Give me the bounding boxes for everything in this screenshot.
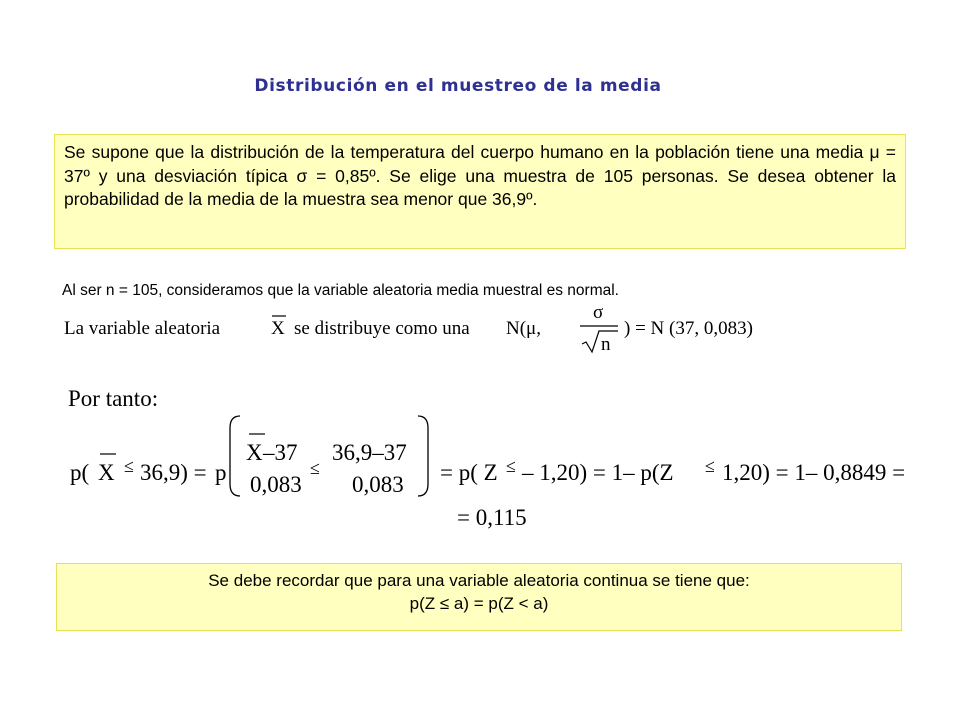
distribution-middle: se distribuye como una	[294, 318, 470, 339]
reminder-line-2	[57, 592, 901, 615]
probability-calculation	[60, 410, 960, 560]
reminder-line-1: Se debe recordar que para una variable aleatoria continua se tiene que:	[208, 571, 750, 590]
distribution-var: X	[271, 318, 285, 339]
distribution-prefix: La variable aleatoria	[64, 318, 221, 339]
sqrt-n: n	[601, 334, 611, 355]
normal-open: N(μ,	[506, 318, 541, 339]
den2: 0,083	[352, 472, 404, 497]
normality-note: Al ser n = 105, consideramos que la variable aleatoria media muestral es normal.	[62, 282, 619, 299]
distribution-result: ) = N (37, 0,083)	[624, 318, 753, 339]
right-bracket	[418, 416, 428, 496]
sigma-symbol: σ	[593, 302, 604, 323]
middle-leq: ≤	[310, 458, 320, 478]
lhs-var: X	[98, 460, 115, 485]
reminder-line-2-b: a) = p(Z < a)	[449, 594, 549, 613]
p-symbol: p	[215, 460, 227, 485]
den1: 0,083	[250, 472, 302, 497]
final-result: = 0,115	[457, 505, 527, 530]
reminder-box	[56, 563, 902, 631]
step2-leq: ≤	[705, 456, 715, 476]
step2-b: 1,20) = 1– 0,8849 =	[722, 460, 906, 485]
num2: 36,9–37	[332, 440, 407, 465]
num1-rest: –37	[263, 440, 298, 465]
reminder-line-2-a: p(Z	[409, 594, 440, 613]
page-title: Distribución en el muestreo de la media	[254, 76, 662, 96]
lhs-p: p(	[70, 460, 90, 485]
por-tanto-label: Por tanto:	[68, 386, 159, 411]
lhs-leq: ≤	[124, 456, 134, 476]
step1-b: – 1,20) = 1– p(Z	[522, 460, 674, 485]
lhs-value: 36,9) =	[140, 460, 207, 485]
problem-text: Se supone que la distribución de la temperatura del cuerpo humano en la población tiene una media μ = 37º y una desviación típica σ = 0,85º. Se elige una muestra de 105 personas. Se desea obtener la probabilidad de la media de la muestra sea menor que 36,9º.	[64, 142, 896, 209]
left-bracket	[230, 416, 240, 496]
sqrt-symbol	[582, 331, 618, 352]
distribution-statement	[62, 300, 782, 370]
problem-statement-box	[54, 134, 906, 249]
step1-leq: ≤	[506, 456, 516, 476]
step1-a: = p( Z	[440, 460, 498, 485]
num1-var: X	[246, 440, 263, 465]
reminder-leq: ≤	[439, 594, 450, 613]
